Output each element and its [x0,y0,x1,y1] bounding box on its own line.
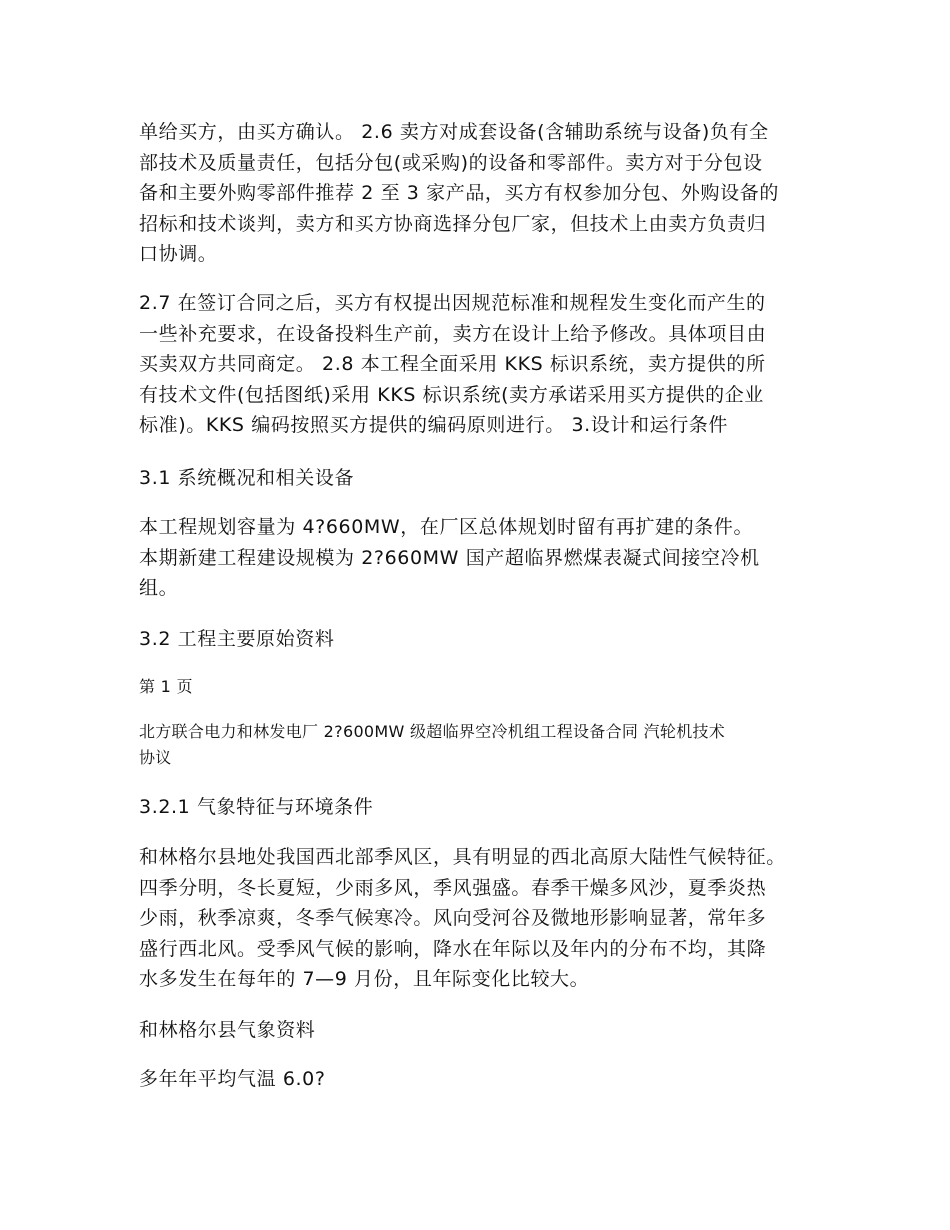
text-line: 本期新建工程建设规模为 2?660MW 国产超临界燃煤表凝式间接空冷机 [139,546,760,569]
text-line: 少雨，秋季凉爽，冬季气候寒冷。风向受河谷及微地形影响显著，常年多 [139,907,767,929]
text-line: 备和主要外购零部件推荐 2 至 3 家产品，买方有权参加分包、外购设备的 [139,182,779,204]
heading-weather-data [139,1015,811,1046]
text-line: 多年年平均气温 6.0? [139,1068,326,1090]
text-line: 和林格尔县地处我国西北部季风区，具有明显的西北高原大陆性气候特征。 [139,846,786,868]
text-line: 2.7 在签订合同之后，买方有权提出因规范标准和规程发生变化而产生的 [139,292,766,314]
text-line: 水多发生在每年的 7—9 月份，且年际变化比较大。 [139,968,590,990]
text-line: 有技术文件(包括图纸)采用 KKS 标识系统(卖方承诺采用买方提供的企业 [139,383,764,406]
section-heading: 3.2.1 气象特征与环境条件 [139,796,374,818]
page-number: 第 1 页 [139,677,193,696]
page-footer-number [139,674,811,700]
heading-3-2 [139,624,811,655]
heading-3-1 [139,463,811,494]
paragraph-contract-supplement [139,288,811,441]
text-line: 部技术及质量责任，包括分包(或采购)的设备和零部件。卖方对于分包设 [139,151,763,174]
text-line: 单给买方，由买方确认。 2.6 卖方对成套设备(含辅助系统与设备)负有全 [139,121,769,143]
paragraph-avg-temperature [139,1064,811,1095]
text-line: 一些补充要求，在设备投料生产前，卖方在设计上给予修改。具体项目由 [139,322,767,345]
page-header-title [139,719,811,771]
paragraph-climate [139,842,811,995]
paragraph-capacity [139,512,811,604]
text-line: 标准)。KKS 编码按照买方提供的编码原则进行。 3.设计和运行条件 [139,414,729,436]
section-heading: 3.1 系统概况和相关设备 [139,467,355,489]
running-title-line: 协议 [139,748,172,767]
text-line: 盛行西北风。受季风气候的影响，降水在年际以及年内的分布不均，其降 [139,937,767,960]
text-line: 四季分明，冬长夏短，少雨多风，季风强盛。春季干燥多风沙，夏季炎热 [139,876,767,899]
running-title-line: 北方联合电力和林发电厂 2?600MW 级超临界空冷机组工程设备合同 汽轮机技术 [139,722,726,741]
heading-3-2-1 [139,792,811,823]
text-line: 组。 [139,577,179,599]
text-line: 和林格尔县气象资料 [139,1019,316,1041]
text-line: 买卖双方共同商定。 2.8 本工程全面采用 KKS 标识系统，卖方提供的所 [139,353,766,375]
paragraph-responsibility [139,117,811,270]
text-line: 本工程规划容量为 4?660MW，在厂区总体规划时留有再扩建的条件。 [139,516,754,538]
section-heading: 3.2 工程主要原始资料 [139,628,335,650]
text-line: 招标和技术谈判，卖方和买方协商选择分包厂家，但技术上由卖方负责归 [139,212,767,235]
text-line: 口协调。 [139,243,218,265]
